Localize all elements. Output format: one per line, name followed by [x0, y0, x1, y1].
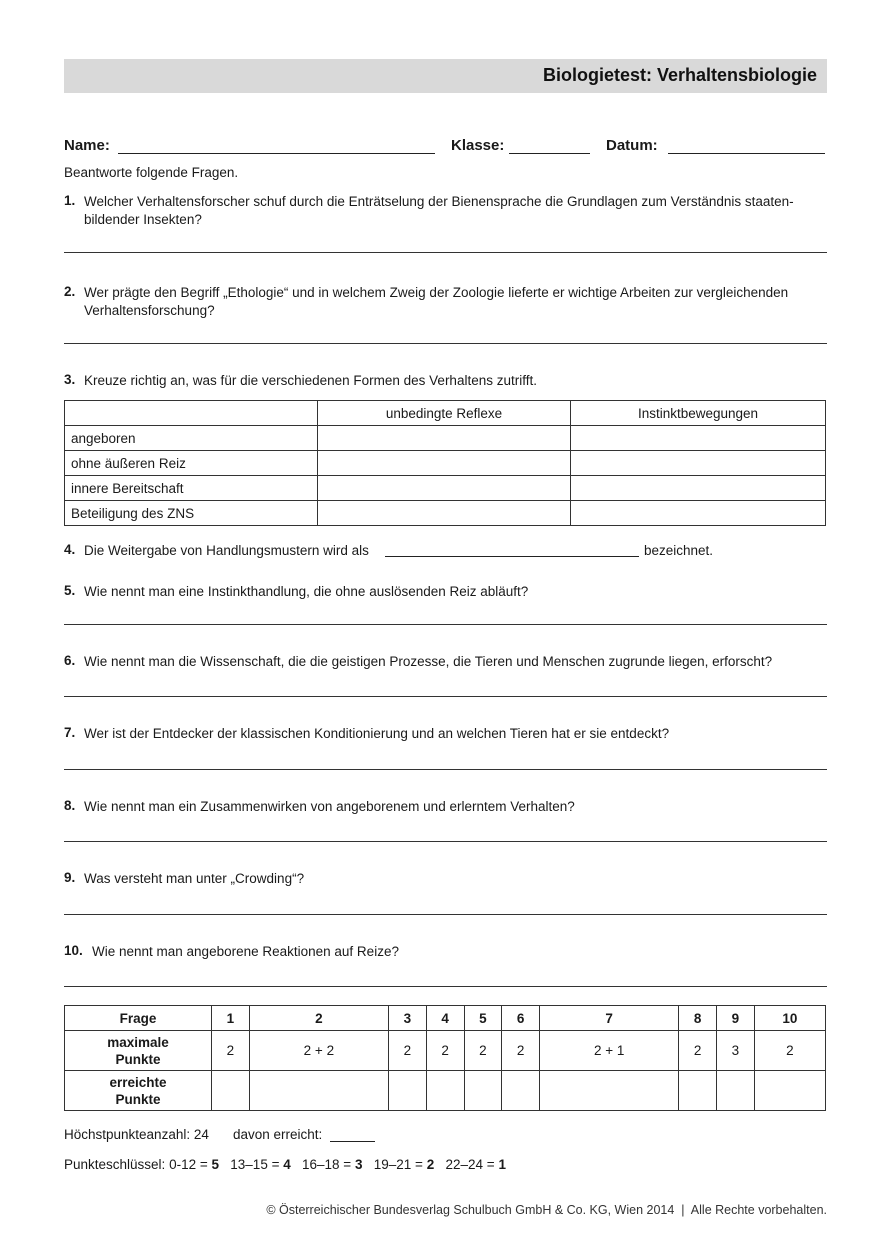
score-header-label: Frage — [65, 1006, 212, 1031]
key-range: 16–18 = — [302, 1157, 352, 1172]
table-header: Instinktbewegungen — [571, 401, 826, 426]
question-text: Wie nennt man eine Instinkthandlung, die ohne auslösenden Reiz abläuft? — [84, 584, 529, 599]
achieved-field[interactable] — [330, 1141, 375, 1142]
question-number: 5. — [64, 583, 76, 598]
achieved-points-cell[interactable] — [502, 1071, 540, 1111]
key-range: 13–15 = — [230, 1157, 280, 1172]
achieved-points-label — [65, 1071, 212, 1111]
question-text-end: bezeichnet. — [644, 543, 714, 558]
table-row — [65, 501, 826, 526]
footer — [266, 1203, 827, 1217]
max-points-cell: 2 — [464, 1031, 502, 1071]
name-label: Name: — [64, 137, 110, 154]
row-label: angeboren — [65, 426, 318, 451]
key-range: 19–21 = — [373, 1157, 423, 1172]
question-text: Die Weitergabe von Handlungsmustern wird als — [84, 543, 369, 558]
date-label: Datum: — [606, 137, 658, 154]
question-col: 9 — [717, 1006, 755, 1031]
achieved-points-cell[interactable] — [754, 1071, 825, 1111]
question-text: Welcher Verhaltensforscher schuf durch die Enträtselung der Bienensprache die Grundlagen zum Verständnis staaten-bildender Insekten? — [84, 194, 794, 227]
max-total: Höchstpunkteanzahl: 24 — [64, 1127, 209, 1142]
achieved-points-cell[interactable] — [717, 1071, 755, 1111]
key-grade: 3 — [354, 1157, 363, 1172]
rights: Alle Rechte vorbehalten. — [690, 1203, 827, 1217]
behavior-table — [64, 400, 826, 526]
answer-line[interactable] — [64, 343, 827, 344]
max-points-cell: 2 + 2 — [249, 1031, 388, 1071]
row-label: ohne äußeren Reiz — [65, 451, 318, 476]
answer-line[interactable] — [64, 769, 827, 770]
key-grade: 2 — [426, 1157, 435, 1172]
table-row — [65, 1006, 826, 1031]
table-row — [65, 401, 826, 426]
table-row — [65, 476, 826, 501]
achieved-label-1: erreichte — [109, 1074, 167, 1090]
question-col: 8 — [679, 1006, 717, 1031]
row-label: innere Bereitschaft — [65, 476, 318, 501]
achieved-points-cell[interactable] — [679, 1071, 717, 1111]
grading-key — [64, 1156, 506, 1174]
max-points-cell: 2 — [502, 1031, 540, 1071]
question-number: 1. — [64, 193, 76, 208]
max-points-cell: 2 — [679, 1031, 717, 1071]
key-range: 0-12 = — [169, 1157, 208, 1172]
max-points-cell: 2 — [389, 1031, 427, 1071]
question-number: 2. — [64, 284, 76, 299]
question-number: 3. — [64, 372, 76, 387]
question-number: 8. — [64, 798, 76, 813]
table-row — [65, 426, 826, 451]
table-header: unbedingte Reflexe — [318, 401, 571, 426]
question-number: 7. — [64, 725, 76, 740]
question-col: 7 — [540, 1006, 679, 1031]
achieved-points-cell[interactable] — [249, 1071, 388, 1111]
answer-line[interactable] — [64, 841, 827, 842]
instruction: Beantworte folgende Fragen. — [64, 165, 239, 180]
question-col: 3 — [389, 1006, 427, 1031]
max-points-cell: 2 + 1 — [540, 1031, 679, 1071]
question-text: Was versteht man unter „Crowding“? — [84, 871, 305, 886]
key-grade: 5 — [211, 1157, 220, 1172]
class-field[interactable] — [509, 153, 590, 154]
row-label: Beteiligung des ZNS — [65, 501, 318, 526]
question-text: Wie nennt man ein Zusammenwirken von angeborenem und erlerntem Verhalten? — [84, 799, 575, 814]
achieved-points-cell[interactable] — [426, 1071, 464, 1111]
score-table — [64, 1005, 826, 1111]
answer-line[interactable] — [64, 986, 827, 987]
achieved-points-cell[interactable] — [464, 1071, 502, 1111]
table-row — [65, 1031, 826, 1071]
checkbox-cell[interactable] — [571, 501, 826, 526]
footer-separator: | — [681, 1203, 685, 1217]
table-row — [65, 451, 826, 476]
name-field[interactable] — [118, 153, 435, 154]
max-points-label — [65, 1031, 212, 1071]
checkbox-cell[interactable] — [571, 426, 826, 451]
date-field[interactable] — [668, 153, 825, 154]
question-number: 10. — [64, 943, 83, 958]
checkbox-cell[interactable] — [318, 476, 571, 501]
fill-in-blank[interactable] — [385, 556, 639, 557]
table-cell — [65, 401, 318, 426]
checkbox-cell[interactable] — [318, 426, 571, 451]
header-bar — [64, 59, 827, 93]
question-text: Wer prägte den Begriff „Ethologie“ und in welchem Zweig der Zoologie lieferte er wichtige Arbeiten zur vergleichenden Verhaltensforschung? — [84, 285, 789, 318]
checkbox-cell[interactable] — [571, 451, 826, 476]
question-col: 5 — [464, 1006, 502, 1031]
max-points-cell: 2 — [426, 1031, 464, 1071]
checkbox-cell[interactable] — [318, 451, 571, 476]
answer-line[interactable] — [64, 624, 827, 625]
question-col: 6 — [502, 1006, 540, 1031]
checkbox-cell[interactable] — [318, 501, 571, 526]
question-col: 10 — [754, 1006, 825, 1031]
answer-line[interactable] — [64, 696, 827, 697]
copyright: © Österreichischer Bundesverlag Schulbuch GmbH & Co. KG, Wien 2014 — [266, 1203, 675, 1217]
key-range: 22–24 = — [445, 1157, 495, 1172]
question-text: Wie nennt man angeborene Reaktionen auf Reize? — [92, 944, 399, 959]
question-col: 2 — [249, 1006, 388, 1031]
key-grade: 1 — [498, 1157, 506, 1172]
achieved-label-2: Punkte — [115, 1091, 161, 1107]
key-label: Punkteschlüssel: — [64, 1157, 166, 1172]
question-text: Wie nennt man die Wissenschaft, die die geistigen Prozesse, die Tieren und Menschen zugrunde liegen, erforscht? — [84, 654, 773, 669]
max-points-cell: 2 — [754, 1031, 825, 1071]
achieved-points-cell[interactable] — [389, 1071, 427, 1111]
class-label: Klasse: — [451, 137, 505, 154]
question-number: 6. — [64, 653, 76, 668]
max-points-label-1: maximale — [107, 1034, 169, 1050]
max-points-label-2: Punkte — [115, 1051, 161, 1067]
key-grade: 4 — [283, 1157, 291, 1172]
page-title: Biologietest: Verhaltensbiologie — [542, 65, 817, 85]
question-text: Wer ist der Entdecker der klassischen Konditionierung und an welchen Tieren hat er sie entdeckt? — [84, 726, 670, 741]
table-row — [65, 1071, 826, 1111]
checkbox-cell[interactable] — [571, 476, 826, 501]
achieved-points-cell[interactable] — [540, 1071, 679, 1111]
question-text: Kreuze richtig an, was für die verschiedenen Formen des Verhaltens zutrifft. — [84, 373, 537, 388]
question-number: 9. — [64, 870, 76, 885]
answer-line[interactable] — [64, 914, 827, 915]
achieved-points-cell[interactable] — [212, 1071, 250, 1111]
max-points-cell: 2 — [212, 1031, 250, 1071]
question-col: 4 — [426, 1006, 464, 1031]
max-points-cell: 3 — [717, 1031, 755, 1071]
achieved-label: davon erreicht: — [233, 1127, 323, 1142]
answer-line[interactable] — [64, 252, 827, 253]
question-number: 4. — [64, 542, 76, 557]
question-col: 1 — [212, 1006, 250, 1031]
